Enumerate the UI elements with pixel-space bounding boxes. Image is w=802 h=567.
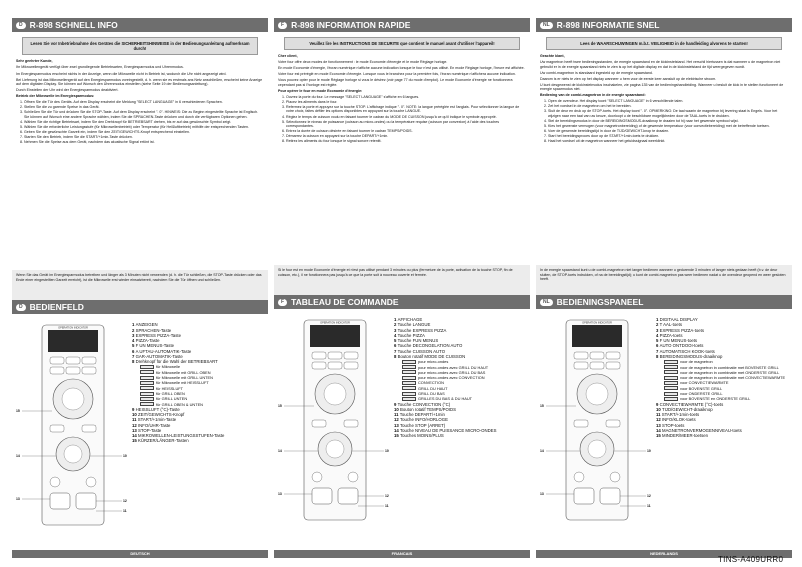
callout-14: 14 xyxy=(278,449,282,454)
legend-text: Touche EXPRESS PIZZA xyxy=(397,327,447,333)
convection-button xyxy=(312,420,326,427)
legend-text: START/+1min-toets xyxy=(661,412,700,418)
legend-item: 9 HEISSLUFT (°C)-Taste xyxy=(132,406,180,412)
auto-defrost-button xyxy=(66,367,80,374)
legend-text: Touche CONVECTION (°C) xyxy=(397,401,451,407)
legend-item: 12 Touche INFO/HORLOGE xyxy=(394,417,448,423)
info-body xyxy=(274,50,530,262)
legend-text: MINDER/MEER-toetsen xyxy=(661,433,709,439)
display-window xyxy=(48,330,98,352)
callout-14: 14 xyxy=(540,449,544,454)
steps-title: Bediening van de combi-magnetron in de energie spaarstand: xyxy=(540,93,646,98)
mode-text: pour micro-ondes avec CONVECTION xyxy=(418,375,485,381)
step-item: 3. Schließen Sie die Tür und drücken Sie die STOP-Taste. Auf dem Display erscheint ". 0". HINWEIS: Die zu Beginn eingestellte Sprache ist Englisch. Sie können auf Wunsch eine andere Sprache wählen, indem Sie die SPRACHEN-Taste drücken und durch die verfügbaren Optionen gehen. xyxy=(24,110,264,119)
fun-menus-button xyxy=(312,362,326,369)
express-pizza-button xyxy=(66,357,80,364)
safety-warning: Lees de WAARSCHUWINGEN m.b.t. VEILIGHEID in de handleiding alvorens te starten! xyxy=(546,37,782,50)
paragraph-list xyxy=(540,60,788,92)
info-clock-button xyxy=(606,420,620,427)
mode-symbol-icon xyxy=(140,376,154,380)
legend-item: 4 PIZZA-Taste xyxy=(132,338,160,344)
display-window xyxy=(310,325,360,347)
greeting: Cher client, xyxy=(278,54,298,59)
step-item: 3. Sluit de deur en druk op de STOP-toets. Het display toont ". 0". OPMERKING: De taal waarin de magnetron bij levering staat is Engels. Voor het wijzigen naar een taal van uw keuze, doorloopt u de beschikbare mogelijkheden door de TAAL-toets in te drukken. xyxy=(548,109,788,118)
legend-text: KÜRZER/LÄNGER-Tasten xyxy=(137,438,189,444)
step-item: 2. Stellen Sie die zu garende Speise in das Gerät. xyxy=(24,105,264,109)
minus-button xyxy=(574,472,584,482)
callout-15: 15 xyxy=(278,404,282,409)
callout-12: 12 xyxy=(385,494,389,499)
legend-item: 6 A UFTAU-AUTOMATIK-Taste xyxy=(132,348,192,354)
paragraph: Uw combi-magnetron is standaard ingesteld op de energie spaarstand. xyxy=(540,70,653,75)
legend-item: 10 TIJD/GEWICHT-draaiknop xyxy=(656,406,713,412)
paragraph-list xyxy=(16,65,264,92)
mode-text: für Mikrowelle xyxy=(156,364,180,370)
column-deutsch xyxy=(12,0,268,558)
step-item: 2. Zet het voedsel in de magnetron om het te bereiden. xyxy=(548,104,788,108)
mode-symbol-icon xyxy=(664,392,678,396)
mode-symbol-icon xyxy=(140,397,154,401)
legend-item: 5 F UN MENUS-Taste xyxy=(132,343,175,349)
convection-button xyxy=(574,420,588,427)
legend-text: Drehknopf für die Wahl der BETRIEBSART xyxy=(135,359,218,365)
legend-item: 9 Touche CONVECTION (°C) xyxy=(394,401,451,407)
legend-text: Touche INFO/HORLOGE xyxy=(399,417,448,423)
legend-item: 3 EXPRESS PIZZA-Taste xyxy=(132,332,181,338)
mode-symbol-icon xyxy=(402,386,416,390)
legend-text: A UFTAU-AUTOMATIK-Taste xyxy=(135,348,192,354)
step-item: 1. Open de ovendeur. Het display toont "SELECT LANGUAGE" in 6 verschillende talen. xyxy=(548,99,788,103)
language-footer: FRANCAIS xyxy=(274,550,530,558)
legend-item: 11 START/+1min-Taste xyxy=(132,417,177,423)
step-item: 7. Start het bereidingsproces door op de START/+1min-toets te drukken. xyxy=(548,134,788,138)
legend-text: Touche LANGUE xyxy=(397,322,431,328)
info-body xyxy=(12,55,268,267)
callout-14: 14 xyxy=(16,454,20,459)
legend-text: MAGNETRONVERMOGENNIVEAU-toets xyxy=(661,427,742,433)
legend-text: AUTOMATISCH KOOK-toets xyxy=(659,348,715,354)
control-panel-figure xyxy=(536,314,792,528)
legend-item: 12 INFO/KLOK-toets xyxy=(656,417,696,423)
safety-warning: Veuillez lire les INSTRUCTIONS DE SECURITE que contient le manuel avant d'utiliser l'appareil! xyxy=(284,37,520,50)
paragraph: Bei Lieferung ist das Mikrowellengerät auf den Energiesparmodus voreingestellt, d. h. wenn sie es erstmals ans Netz anschließen, erscheint keine Anzeige auf dem digitalen Display. Sie können auf Wunsch den Uhrenmodus einstellen (siehe Seite 19 der Bedienungsanleitung). xyxy=(16,77,263,86)
mode-text: voor CONVECTIEWARMTE xyxy=(680,380,729,386)
step-item: 8. Haal het voedsel uit de magnetron wanneer het geluidssignaal weerklinkt. xyxy=(548,139,788,143)
info-body xyxy=(536,50,792,262)
callout-10: 10 xyxy=(385,449,389,454)
time-weight-knob-center xyxy=(588,440,606,458)
legend-item: 9 CONVECTIEWARMTE (°C)-toets xyxy=(656,401,724,407)
mode-symbol-icon xyxy=(664,376,678,380)
mode-text: für Mikrowelle mit GRILL UNTEN xyxy=(156,375,213,381)
legend-text: ANZEIGEN xyxy=(135,322,158,328)
section-header xyxy=(274,295,530,309)
legend-text: Touche STOP (ARRET) xyxy=(399,422,446,428)
mode-text: für GRILL UNTEN xyxy=(156,396,188,402)
auto-defrost-button xyxy=(328,362,342,369)
mode-text: voor ONDERSTE GRILL xyxy=(680,391,723,396)
legend-text: ZEIT/GEWICHTS-Knopf xyxy=(137,412,185,418)
legend-text: PIZZA-toets xyxy=(659,332,683,338)
plus-button xyxy=(610,472,620,482)
control-panel-drawing xyxy=(14,321,130,533)
callout-10: 10 xyxy=(647,449,651,454)
mode-symbol-icon xyxy=(664,386,678,390)
mode-symbol-icon xyxy=(140,381,154,385)
section-header xyxy=(12,300,268,314)
display-label: OPERATION INDICATOR xyxy=(320,321,350,325)
mode-text: pour micro-ondes xyxy=(418,359,449,365)
legend-item: 1 DIGITAAL DISPLAY xyxy=(656,317,698,323)
mode-symbol-icon xyxy=(402,392,416,396)
language-badge: F xyxy=(278,299,287,306)
legend-item: 13 Touche STOP (ARRET) xyxy=(394,422,446,428)
mode-symbol-icon xyxy=(402,365,416,369)
paragraph: Im Energiesparmodus erscheint nichts in der Anzeige, wenn die Mikrowelle nicht in Betrieb ist, wodurch die Uhr nicht angezeigt wird. xyxy=(16,71,227,76)
legend-item: 2 T AAL-toets xyxy=(656,322,682,328)
legend-item: 15 MINDER/MEER-toetsen xyxy=(656,433,709,439)
legend-text: STOP-toets xyxy=(661,422,685,428)
mode-symbol-icon xyxy=(402,381,416,385)
callout-12: 12 xyxy=(123,499,127,504)
section-title: BEDIENINGSPANEEL xyxy=(556,297,644,308)
info-clock-button xyxy=(344,420,358,427)
steps-list xyxy=(286,95,526,144)
greeting: Sehr geehrter Kunde, xyxy=(16,59,53,64)
mode-text: voor de magnetron in combinatie met CONVECTIEWARMTE xyxy=(680,375,786,381)
info-header xyxy=(12,18,268,32)
legend-text: Touche DEPART/+1min xyxy=(399,412,445,418)
mode-symbol-icon xyxy=(402,376,416,380)
info-title: R-898 INFORMATIE SNEL xyxy=(556,20,660,30)
legend-text: Touche NIVEAU DE PUISSANCE MICRO-ONDES xyxy=(399,427,497,433)
legend-text: F UN MENUS-Taste xyxy=(135,343,175,349)
panel-legend xyxy=(394,317,530,438)
display-label: OPERATION INDICATOR xyxy=(58,326,88,330)
mode-symbol-icon xyxy=(664,381,678,385)
mode-text: GRILL DU HAUT xyxy=(418,385,448,391)
control-panel-drawing xyxy=(538,316,654,528)
callout-10: 10 xyxy=(123,454,127,459)
stop-button xyxy=(574,488,594,504)
plus-button xyxy=(86,477,96,487)
language-badge: NL xyxy=(540,299,553,306)
legend-text: EXPRESS PIZZA-Taste xyxy=(135,332,181,338)
mode-text: für GRILL OBEN xyxy=(156,390,185,396)
language-button xyxy=(312,352,326,359)
mode-symbol-icon xyxy=(664,360,678,364)
control-panel-figure xyxy=(274,314,530,528)
energy-note: Wenn Sie das Gerät im Energiesparmodus betreiben und länger als 3 Minuten nicht verwenden (d. h. die Tür schließen, die STOP-Taste drücken oder das Ende einer eingestellten Garzeit erreicht), ist die Mikrowelle erst wieder einsatzbereit, nachdem Sie die Tür öffnen und schließen. xyxy=(12,270,268,300)
time-weight-knob-center xyxy=(64,445,82,463)
callout-13: 13 xyxy=(540,492,544,497)
legend-text: EXPRESS PIZZA-toets xyxy=(659,327,705,333)
info-title: R-898 SCHNELL INFO xyxy=(29,20,118,30)
mode-symbol-icon xyxy=(402,360,416,364)
legend-item: 10 ZEIT/GEWICHTS-Knopf xyxy=(132,412,185,418)
info-clock-button xyxy=(82,425,96,432)
mode-text: für HEISSLUFT xyxy=(156,385,184,391)
legend-text: AFFICHAGE xyxy=(397,317,423,323)
auto-defrost-button xyxy=(590,362,604,369)
callout-15: 15 xyxy=(16,409,20,414)
legend-item: 5 F UN MENUS-toets xyxy=(656,338,698,344)
legend-text: Touche PIZZA xyxy=(397,332,425,338)
step-item: 3. Refermez la porte et appuyez sur la touche STOP. L'affichage indique ". 0". NOTE: la langue préréglée est l'anglais. Pour sélectionner la langue de votre choix, faites défiler les options disponibles en appuyant sur la touche LANGUE. xyxy=(286,105,526,114)
mode-text: pour micro-ondes avec GRILL DU HAUT xyxy=(418,364,489,370)
mode-text: für Mikrowelle mit GRILL OBEN xyxy=(156,369,211,375)
paragraph: En mode Economie d'énergie, l'écran numérique n'affiche aucune indication lorsque le four n'est pas utilisé. En mode Réglage horloge, l'heure est affichée. xyxy=(278,66,525,71)
stop-button xyxy=(312,488,332,504)
mode-symbol-icon xyxy=(140,386,154,390)
legend-item: 3 Touche EXPRESS PIZZA xyxy=(394,327,447,333)
legend-item: 14 MAGNETRONVERMOGENNIVEAU-toets xyxy=(656,427,742,433)
fun-menus-button xyxy=(50,367,64,374)
legend-item: 1 ANZEIGEN xyxy=(132,322,158,328)
step-item: 4. Stel de bereidingsmodus in door de BEREIDINGSMODUS-draaiknop te draaien tot hij naar het gewenste symbool wijst. xyxy=(548,119,788,123)
column-francais xyxy=(274,0,530,558)
paragraph: Daarom is er niets te zien op het display wanneer u hem voor de eerste keer aansluit op de elektrische stroom. xyxy=(540,76,717,81)
steps-title: Pour opérer le four en mode Economie d'énergie: xyxy=(278,88,363,93)
legend-item: 11 START/+1min-toets xyxy=(656,412,700,418)
fun-menus-button xyxy=(574,362,588,369)
mode-symbol-icon xyxy=(140,402,154,406)
legend-item: 7 Touche CUISSON AUTO xyxy=(394,348,446,354)
section-header xyxy=(536,295,792,309)
mode-knob-center xyxy=(62,388,84,410)
callout-12: 12 xyxy=(647,494,651,499)
legend-text: MIKROWELLEN-LEISTUNGSSTUFEN-Taste xyxy=(137,433,225,439)
legend-text: Touches MOINS/PLUS xyxy=(399,433,444,439)
legend-text: GAR-AUTOMATIK-Taste xyxy=(135,353,183,359)
plus-button xyxy=(348,472,358,482)
mode-text: GRILL DU BAS xyxy=(418,391,445,396)
control-panel-drawing xyxy=(276,316,392,528)
stop-button xyxy=(50,493,70,509)
paragraph: Ihr Mikrowellengerät verfügt über zwei grundlegende Betriebsarten, Energiesparmodus und Uhrenmodus. xyxy=(16,65,184,70)
time-weight-knob-center xyxy=(326,440,344,458)
mode-text: GRILLES DU BAS & DU HAUT xyxy=(418,396,473,402)
auto-cook-button xyxy=(344,362,358,369)
greeting: Geachte klant, xyxy=(540,54,565,59)
legend-item: 14 Touche NIVEAU DE PUISSANCE MICRO-ONDES xyxy=(394,427,497,433)
legend-text: SPRACHEN-Taste xyxy=(135,327,172,333)
legend-item: 13 STOP-toets xyxy=(656,422,685,428)
callout-13: 13 xyxy=(278,492,282,497)
language-footer: DEUTSCH xyxy=(12,550,268,558)
start-button xyxy=(338,488,358,504)
legend-item: 8 BEREIDINGSMODUS-draaiknop xyxy=(656,353,723,359)
auto-cook-button xyxy=(606,362,620,369)
mode-symbol-icon xyxy=(664,397,678,401)
legend-text: Touche DECONGELATION AUTO xyxy=(397,343,463,349)
start-button xyxy=(76,493,96,509)
convection-button xyxy=(50,425,64,432)
legend-text: F UN MENUS-toets xyxy=(659,338,698,344)
legend-item: 7 AUTOMATISCH KOOK-toets xyxy=(656,348,715,354)
legend-item: 11 Touche DEPART/+1min xyxy=(394,412,445,418)
legend-text: Touche CUISSON AUTO xyxy=(397,348,446,354)
legend-item: 3 EXPRESS PIZZA-toets xyxy=(656,327,705,333)
minus-button xyxy=(50,477,60,487)
legend-item: 2 Touche LANGUE xyxy=(394,322,431,328)
language-button xyxy=(50,357,64,364)
info-title: R-898 INFORMATION RAPIDE xyxy=(291,20,411,30)
mode-symbol-icon xyxy=(664,365,678,369)
language-badge: D xyxy=(16,304,26,311)
legend-text: INFO/UHR-Taste xyxy=(137,422,171,428)
step-item: 8. Retirez les aliments du four lorsque le signal sonore retentit. xyxy=(286,139,526,143)
info-header xyxy=(274,18,530,32)
legend-item: 5 Touche FUN MENUS xyxy=(394,338,439,344)
callout-13: 13 xyxy=(16,497,20,502)
energy-note: Si le four est en mode Economie d'énergie et n'est pas utilisé pendant 3 minutes ou plus (fermeture de la porte, activation de la touche STOP, fin de cuisson, etc.), il ne fonctionnera pas jusqu'à ce que la porte soit à nouveau ouverte et fermée. xyxy=(274,265,530,295)
start-button xyxy=(600,488,620,504)
legend-item: 2 SPRACHEN-Taste xyxy=(132,327,172,333)
pizza-button xyxy=(82,357,96,364)
legend-item: 1 AFFICHAGE xyxy=(394,317,423,323)
legend-text: HEISSLUFT (°C)-Taste xyxy=(135,406,180,412)
mode-text: für Mikrowelle mit HEISSLUFT xyxy=(156,380,209,386)
legend-item: 10 Bouton rotatif TEMPS/POIDS xyxy=(394,406,457,412)
steps-list xyxy=(24,100,264,144)
info-header xyxy=(536,18,792,32)
paragraph: U kunt desgewenst de klokinstelmodus inschakelen, zie pagina 135 van de bedieningshandleiding. Wanneer u besluit de klok in te stellen functioneert de energie spaarmodus niet. xyxy=(540,82,784,92)
callout-15: 15 xyxy=(540,404,544,409)
legend-item: 13 STOP-Taste xyxy=(132,427,162,433)
step-item: 7. Démarrez la cuisson en appuyant sur la touche DEPART/+1min. xyxy=(286,134,526,138)
legend-text: INFO/KLOK-toets xyxy=(661,417,696,423)
language-footer: NEDERLANDS xyxy=(536,550,792,558)
document-code: TINS-A409URR0 xyxy=(718,555,784,564)
mode-text: CONVECTION xyxy=(418,380,444,386)
mode-text: voor de magnetron in combinatie met ONDERSTE GRILL xyxy=(680,369,780,375)
legend-text: AUTO ONTDOOI-toets xyxy=(659,343,704,349)
mode-symbol-icon xyxy=(402,370,416,374)
legend-item: 15 KÜRZER/LÄNGER-Tasten xyxy=(132,438,189,444)
legend-item: 14 MIKROWELLEN-LEISTUNGSSTUFEN-Taste xyxy=(132,433,225,439)
display-label: OPERATION INDICATOR xyxy=(582,321,612,325)
language-badge: F xyxy=(278,22,287,29)
step-item: 5. Wählen Sie die erforderliche Leistungsstufe (für Mikrowellenbetrieb) oder Temperatur (für Heißluftbetrieb) mithilfe der entsprechenden Tasten. xyxy=(24,125,264,129)
step-item: 1. Öffnen Sie die Tür des Geräts. Auf dem Display erscheint die Meldung "SELECT LANGUAGE" in 6 verschiedenen Sprachen. xyxy=(24,100,264,104)
step-item: 6. Voer de gewenste bereidingstijd in door de TIJD/GEWICHT-knop te draaien. xyxy=(548,129,788,133)
legend-text: T AAL-toets xyxy=(659,322,682,328)
step-item: 6. Geben Sie die gewünschte Garzeit ein, indem Sie den ZEIT/GEWICHTS-Knopf entsprechend einstellen. xyxy=(24,130,264,134)
paragraph: Votre four est préréglé en mode Economie d'énergie. Lorsque vous le branchez pour la première fois, l'écran numérique n'affichera aucune indication. xyxy=(278,72,516,77)
paragraph: Durch Einstellen der Uhr wird der Energiesparmodus deaktiviert. xyxy=(16,88,119,93)
auto-cook-button xyxy=(82,367,96,374)
pizza-button xyxy=(344,352,358,359)
minus-button xyxy=(312,472,322,482)
display-window xyxy=(572,325,622,347)
language-badge: D xyxy=(16,22,26,29)
mode-text: pour micro-ondes avec GRILL DU BAS xyxy=(418,369,486,375)
legend-text: Bouton rotatif MODE DE CUISSON xyxy=(397,353,466,359)
step-item: 5. Sélectionnez le niveau de puissance (cuisson au micro-ondes) ou la température requise (cuisson par convexion) à l'aide des touches correspondantes. xyxy=(286,120,526,129)
legend-text: Touche FUN MENUS xyxy=(397,338,439,344)
panel-legend xyxy=(132,322,268,443)
mode-text: voor BOVENSTE GRILL xyxy=(680,385,723,391)
express-pizza-button xyxy=(590,352,604,359)
steps-title: Betrieb der Mikrowelle im Energiesparmodus: xyxy=(16,94,95,99)
paragraph: Votre four offre deux modes de fonctionnement : le mode Economie d'énergie et le mode Réglage horloge. xyxy=(278,60,448,65)
step-item: 8. Nehmen Sie die Speise aus dem Gerät, nachdem das akustische Signal ertönt ist. xyxy=(24,140,264,144)
legend-item: 15 Touches MOINS/PLUS xyxy=(394,433,444,439)
legend-text: STOP-Taste xyxy=(137,427,162,433)
mode-symbol-icon xyxy=(140,365,154,369)
step-item: 6. Entrez la durée de cuisson désirée en faisant tourner le cadran TEMPS/POIDS. xyxy=(286,129,526,133)
column-nederlands xyxy=(536,0,792,558)
legend-item: 6 Touche DECONGELATION AUTO xyxy=(394,343,463,349)
mode-symbol-icon xyxy=(140,392,154,396)
mode-knob-center xyxy=(324,383,346,405)
legend-text: TIJD/GEWICHT-draaiknop xyxy=(661,406,713,412)
legend-text: START/+1min-Taste xyxy=(137,417,177,423)
step-item: 5. Kies het gewenste vermogen (voor magnetronbereiding) of de gewenste temperatuur (voor convectiebereiding) met de betreffende toetsen. xyxy=(548,124,788,128)
energy-note: In de energie spaarstand kunt u de combi-magnetron niet langer bedienen wanneer u gedurende 3 minuten of langer niets gedaan heeft (b.v. de deur sluiten, de STOP-toets indrukken, of na de bereidingstijd); u kunt de combi-magnetron pas weer bedienen nadat u de ovendeur geopend en weer gesloten heeft. xyxy=(536,265,792,295)
safety-warning: Lesen Sie vor Inbetriebnahme des Gerätes die SICHERHEITSHINWEISE in der Bedienungsanleitung aufmerksam durch! xyxy=(22,37,258,55)
legend-text: BEREIDINGSMODUS-draaiknop xyxy=(659,353,723,359)
step-item: 7. Starten Sie den Betrieb, indem Sie die START/+1min-Taste drücken. xyxy=(24,135,264,139)
legend-item: 4 Touche PIZZA xyxy=(394,332,425,338)
paragraph-list xyxy=(278,60,526,87)
legend-item: 8 Bouton rotatif MODE DE CUISSON xyxy=(394,353,466,359)
legend-item: 6 AUTO ONTDOOI-toets xyxy=(656,343,704,349)
callout-11: 11 xyxy=(647,504,651,509)
panel-legend xyxy=(656,317,792,438)
pizza-button xyxy=(606,352,620,359)
mode-symbol-icon xyxy=(140,370,154,374)
legend-text: PIZZA-Taste xyxy=(135,338,160,344)
legend-item: 7 GAR-AUTOMATIK-Taste xyxy=(132,353,183,359)
mode-text: voor de magnetron xyxy=(680,359,713,365)
mode-symbol-icon xyxy=(402,397,416,401)
legend-text: DIGITAAL DISPLAY xyxy=(659,317,698,323)
legend-item: 4 PIZZA-toets xyxy=(656,332,683,338)
legend-text: CONVECTIEWARMTE (°C)-toets xyxy=(659,401,724,407)
control-panel-figure xyxy=(12,319,268,533)
step-item: 1. Ouvrez la porte du four. Le message "SELECT LANGUAGE" s'affiche en 6 langues. xyxy=(286,95,526,99)
section-title: BEDIENFELD xyxy=(29,302,84,313)
legend-item: 12 INFO/UHR-Taste xyxy=(132,422,171,428)
step-item: 2. Placez les aliments dans le four. xyxy=(286,100,526,104)
mode-knob-center xyxy=(586,383,608,405)
callout-11: 11 xyxy=(123,509,127,514)
express-pizza-button xyxy=(328,352,342,359)
callout-11: 11 xyxy=(385,504,389,509)
mode-text: für GRILL OBEN & UNTEN xyxy=(156,401,203,407)
legend-item: 8 Drehknopf für die Wahl der BETRIEBSART xyxy=(132,359,218,365)
mode-symbol-icon xyxy=(664,370,678,374)
paragraph: Uw magnetron heeft twee bedieningsstanden, de energie spaarstand en de klokinstelstand. Het verschil hiertussen is dat wanneer u de magnetron niet gebruikt er in de energie spaarstand niets te zien is op het digitale display en dat in de klokinstelstand de tijd weergegeven wordt. xyxy=(540,60,781,69)
steps-list xyxy=(548,99,788,143)
step-item: 4. Réglez le temps de cuisson voulu en faisant tourner le cadran du MODE DE CUISSON jusqu'à ce qu'il indique le symbole approprié. xyxy=(286,115,526,119)
legend-text: Bouton rotatif TEMPS/POIDS xyxy=(399,406,457,412)
language-button xyxy=(574,352,588,359)
step-item: 4. Wählen Sie die richtige Betriebsart, indem Sie den Drehknopf für BETRIEBSART drehen, bis er auf das gewünschte Symbol zeigt. xyxy=(24,120,264,124)
mode-text: voor de magnetron in combinatie met BOVENSTE GRILL xyxy=(680,364,779,370)
language-badge: NL xyxy=(540,22,553,29)
paragraph: Vous pouvez opter pour le mode Réglage horloge si vous le désirez (voir page 77 du mode d'emploi). Le mode Economie d'énergie ne fonctionnera cependant pas si l'horloge est réglée. xyxy=(278,78,513,87)
mode-text: voor BOVENSTE en ONDERSTE GRILL xyxy=(680,396,751,402)
section-title: TABLEAU DE COMMANDE xyxy=(291,297,399,308)
